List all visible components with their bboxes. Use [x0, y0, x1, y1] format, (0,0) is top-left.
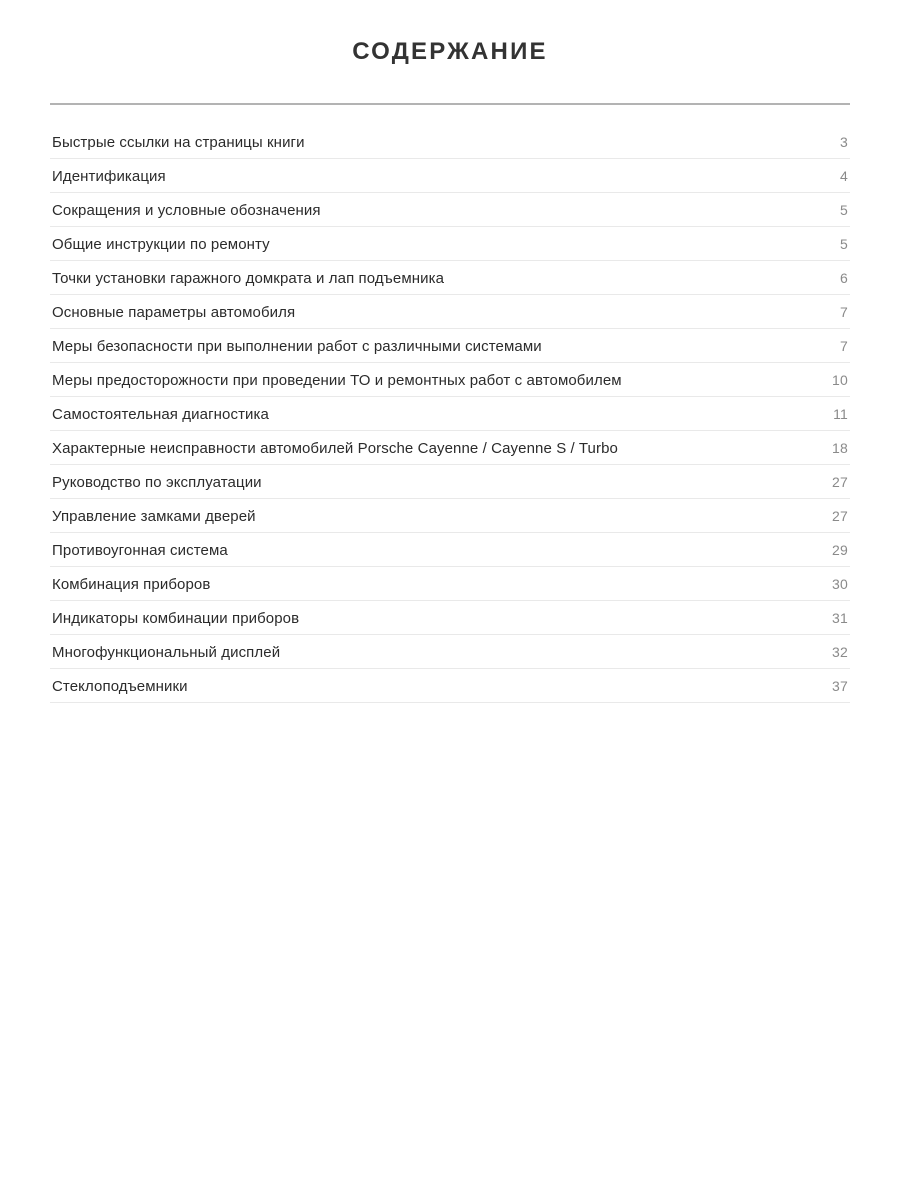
toc-entry-page-number: 31 [832, 609, 848, 626]
toc-entry-label: Точки установки гаражного домкрата и лап подъемника [52, 269, 445, 287]
toc-entry-page-number: 10 [832, 371, 848, 388]
toc-entry-page-number: 5 [840, 201, 848, 218]
toc-entry-label: Стеклоподъемники [52, 677, 188, 695]
toc-entry[interactable] [50, 125, 850, 159]
toc-entry[interactable] [50, 601, 850, 635]
toc-entry[interactable] [50, 635, 850, 669]
toc-top-divider [50, 103, 850, 105]
toc-entry[interactable] [50, 329, 850, 363]
toc-entry[interactable] [50, 261, 850, 295]
toc-entry-page-number: 27 [832, 473, 848, 490]
toc-entry-page-number: 7 [840, 337, 848, 354]
toc-entry-label: Самостоятельная диагностика [52, 405, 269, 423]
page-title: СОДЕРЖАНИЕ [352, 38, 548, 65]
toc-entry[interactable] [50, 465, 850, 499]
toc-entry[interactable] [50, 159, 850, 193]
toc-entry-label: Общие инструкции по ремонту [52, 235, 270, 253]
toc-entry-label: Меры предосторожности при проведении ТО и ремонтных работ с автомобилем [52, 371, 622, 389]
toc-entry-page-number: 32 [832, 643, 848, 660]
toc-entry-page-number: 18 [832, 439, 848, 456]
toc-entry-label: Многофункциональный дисплей [52, 643, 281, 661]
toc-entry[interactable] [50, 499, 850, 533]
toc-entry-label: Противоугонная система [52, 541, 228, 559]
toc-entry-label: Быстрые ссылки на страницы книги [52, 133, 305, 151]
toc-entry-label: Индикаторы комбинации приборов [52, 609, 300, 627]
toc-entry-label: Сокращения и условные обозначения [52, 201, 321, 219]
toc-entry-page-number: 27 [832, 507, 848, 524]
toc-entry-page-number: 7 [840, 303, 848, 320]
toc-entry[interactable] [50, 567, 850, 601]
toc-entry[interactable] [50, 431, 850, 465]
toc-entry-label: Комбинация приборов [52, 575, 211, 593]
toc-entry-label: Характерные неисправности автомобилей Porsche Cayenne / Cayenne S / Turbo [52, 439, 618, 457]
toc-entry-label: Идентификация [52, 167, 166, 185]
toc-entry-page-number: 30 [832, 575, 848, 592]
toc-entry[interactable] [50, 533, 850, 567]
toc-entry-page-number: 29 [832, 541, 848, 558]
toc-entry-page-number: 6 [840, 269, 848, 286]
toc-entry[interactable] [50, 363, 850, 397]
toc-entry-label: Управление замками дверей [52, 507, 256, 525]
toc-entry[interactable] [50, 227, 850, 261]
toc-entry-page-number: 3 [840, 133, 848, 150]
toc-entry-page-number: 37 [832, 677, 848, 694]
toc-entry-page-number: 11 [833, 405, 848, 422]
toc-entry[interactable] [50, 669, 850, 703]
toc-entry[interactable] [50, 193, 850, 227]
toc-entry-page-number: 5 [840, 235, 848, 252]
toc-entry-label: Руководство по эксплуатации [52, 473, 262, 491]
toc-list [50, 125, 850, 703]
toc-entry-page-number: 4 [840, 167, 848, 184]
toc-entry-label: Основные параметры автомобиля [52, 303, 296, 321]
toc-entry[interactable] [50, 397, 850, 431]
toc-entry-label: Меры безопасности при выполнении работ с различными системами [52, 337, 542, 355]
toc-entry[interactable] [50, 295, 850, 329]
toc-container [50, 103, 850, 703]
